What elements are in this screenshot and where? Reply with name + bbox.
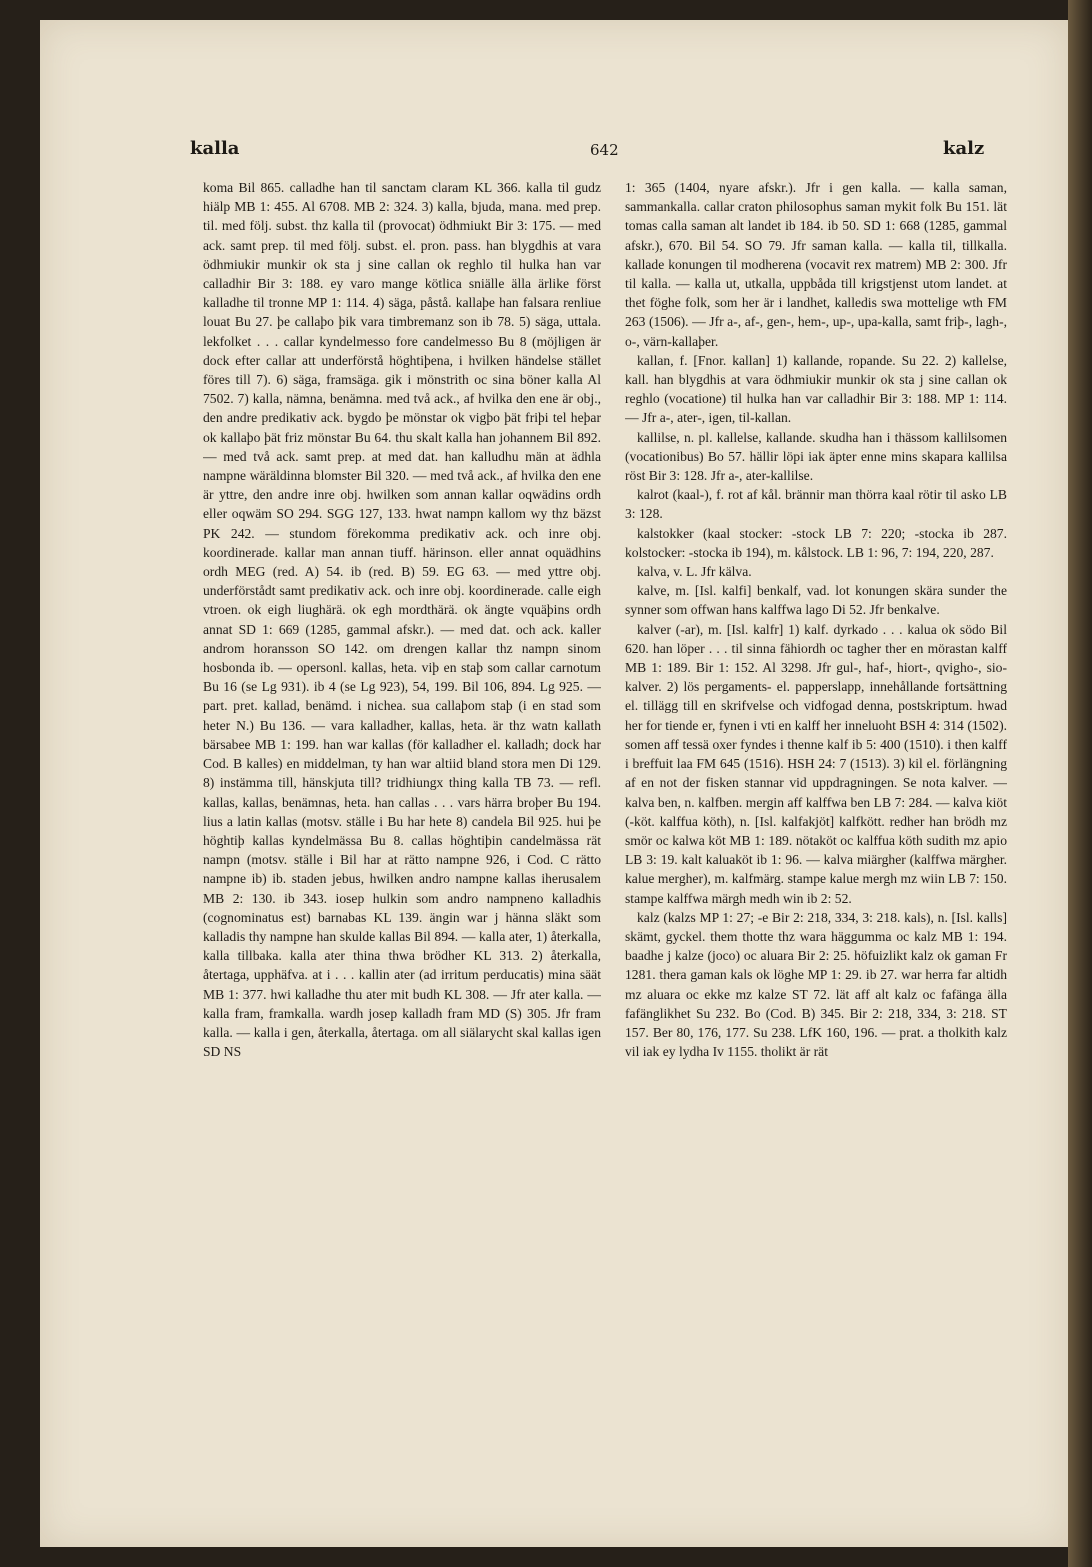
right-column [625, 178, 1007, 1373]
entry-kallan: kallan, f. [Fnor. kallan] 1) kallande, ropande. Su 22. 2) kallelse, kall. han blygdhis at vara ödhmiukir munkir ok sta j sine callan ok reghlo (vocatione) til hulka han var calladhir Bir 3: 188. MP 1: 114. — Jfr a-, ater-, igen, til-kallan. [625, 352, 1007, 426]
running-head-left: kalla [190, 138, 240, 159]
entry-kallilse: kallilse, n. pl. kallelse, kallande. skudha han i thässom kallilsomen (vocationibus) Bo 57. hällir löpi iak äpter enne mins skapara kallilsa röst Bir 3: 128. Jfr a-, ater-kallilse. [625, 429, 1007, 484]
entry-kalrot: kalrot (kaal-), f. rot af kål. brännir man thörra kaal rötir til asko LB 3: 128. [625, 487, 1007, 522]
entry-kalve: kalve, m. [Isl. kalfi] benkalf, vad. lot konungen skära sunder the synner som offwan hans kalffwa lago Di 52. Jfr benkalve. [625, 583, 1007, 618]
book-edge [1068, 0, 1092, 1567]
left-column-text: koma Bil 865. calladhe han til sanctam claram KL 366. kalla til gudz hiälp MB 1: 455. Al 6708. MB 2: 324. 3) kalla, bjuda, mana. med prep. til. med följ. subst. thz kalla til (provocat) ödhmiukt Bir 3: 175. — med ack. samt prep. til med följ. subst. el. pron. pass. han blygdhis at vara ödhmiukir munkir ok sta j sine callan ok reghlo til hulka han var calladhir Bir 3: 188. ey varo mange kötlica sniälle älla ärlike först kalladhe til tronne MP 1: 114. 4) säga, påstå. kallaþe han falsara renliue louat Bu 27. þe callaþo þik vara timbremanz son ib 78. 5) säga, uttala. lekfolket . . . callar kyndelmesso fore candelmesso Bu 8 (möjligen är dock efter callar att underförstå höghtiþena, i hvilken händelse stället föres till 7). 6) säga, framsäga. gik i mönstrith oc sina böner kalla Al 7502. 7) kalla, nämna, benämna. med två ack., af hvilka den ene är obj., den andre predikativ ack. bygdo þe mönstar ok vigþo þät friþi tel heþar ok kallaþo þät friz mönstar Bu 64. thu skalt kalla han johannem Bil 892. — med två ack. samt prep. at med dat. han kalludhu män at ädhla nampne wäräldinna blomster Bil 320. — med två ack., af hvilka den ene är yttre, den andre inre obj. hwilken som annan kallar oqwädins ordh eller oqwäm SO 294. SGG 127, 133. hwat nampn kallom wy thz bäzst PK 242. — stundom förekomma predikativ ack. och inre obj. koordinerade. kallar man annan tiuff. härinson. eller annat oquädhins ordh MEG (red. A) 54. ib (red. B) 59. EG 63. — med yttre obj. underförstådt samt predikativ ack. och inre obj. koordinerade. calle eigh vtroen. ok eigh liughärä. ok egh mordthärä. ok ängte vquäþins ordh annat SD 1: 669 (1285, gammal afskr.). — med dat. och ack. kaller androm horansson SO 142. om drengen kallar thz nampn sinom hosbonda ib. — opersonl. kallas, heta. viþ en staþ som callar carnotum Bu 16 (se Lg 931). ib 4 (se Lg 923), 54, 199. Bil 106, 894. Lg 925. — part. pret. kallad, benämd. i nichea. sua callaþom staþ (i en stad som heter N.) Bu 136. — vara kalladher, kallas, heta. är thz watn kallath bärsabee MB 1: 199. han war kallas (för kalladher el. kalladh; dock har Cod. B kalles) en middelman, ty han war altiid bland stora men Di 129. 8) instämma till, hänskjuta till? tridhiungx thing kalla TB 73. — refl. kallas, kallas, benämnas, heta. han callas . . . vars härra broþer Bu 194. lius a latin kallas (motsv. ställe i Bu har hete 8) candela Bil 925. hui þe höghtiþ kallas kyndelmässa Bu 8. callas höghtiþin candelmässa rät nampn (motsv. ställe i Bil har at rätto nampne 926, i Cod. C rätto nampne ib) ib. staden jebus, hwilken andro nampne kallas iherusalem MB 2: 130. ib 343. iosep hulkin som andro nampneno kalladhis (cognominatus est) barnabas KL 139. ängin war j hänna släkt som kalladis thy nampne han skulde kallas Bil 894. — kalla ater, 1) återkalla, kalla tillbaka. kalla ater thina thwa brödher KL 313. 2) återkalla, återtaga, upphäfva. at i . . . kallin ater (ad irritum perducatis) mina säät MB 1: 377. hwi kalladhe thu ater mit budh KL 308. — Jfr ater kalla. — kalla fram, framkalla. wardh josep kalladh fram MD (S) 305. Jfr fram kalla. — kalla i gen, återkalla, återtaga. om all siälarycht skal kallas igen SD NS [203, 180, 601, 1060]
entry-kalva: kalva, v. L. Jfr kälva. [637, 564, 752, 580]
running-head-right: kalz [943, 138, 985, 159]
entry-kalstokker: kalstokker (kaal stocker: -stock LB 7: 220; -stocka ib 287. kolstocker: -stocka ib 194), m. kålstock. LB 1: 96, 7: 194, 220, 287. [625, 525, 1007, 560]
page-number: 642 [590, 141, 619, 159]
left-column [203, 178, 601, 1373]
entry-kalver: kalver (-ar), m. [Isl. kalfr] 1) kalf. dyrkado . . . kalua ok södo Bil 620. han löper . . . til sinna fähiordh oc tagher ther en mörastan kalff MB 1: 189. Bir 1: 152. Al 3298. Jfr gul-, haf-, hiort-, qvigho-, sio-kalver. 2) lös pergaments- el. papperslapp, innehållande fortsättning el. tillägg till en skrifvelse och vidfogad denna, postskriptum. hwad her for tiende er, fynen i vti en kalff her inneluoht BSH 4: 314 (1502). somen aff tessä oxer fyndes i thenne kalf ib 5: 400 (1510). i then kalff i breffuit laa FM 645 (1516). HSH 24: 7 (1513). 3) kil el. förlängning af en not der fisken stannar vid uppdragningen. Se nota kalver. — kalva ben, n. kalfben. mergin aff kalffwa ben LB 7: 284. — kalva kiöt (-köt. kalffua köth), n. [Isl. kalfakjöt] kalfkött. redher han brödh mz smör oc kalwa köt MB 1: 189. nötaköt oc kalffua köth sudith mz apio LB 3: 19. kalt kaluaköt ib 1: 96. — kalva miärgher (kalffwa märgher. kalue mergher), m. kalfmärg. stampe kalue mergh mz wiin LB 7: 150. stampe kalffwa märgh medh win ib 2: 52. [625, 621, 1007, 906]
entry-kalla-continued: 1: 365 (1404, nyare afskr.). Jfr i gen kalla. — kalla saman, sammankalla. callar craton philosophus saman mykit folk Bu 151. lät tomas calla saman alt landet ib 184. ib 50. SD 1: 668 (1285, gammal afskr.), 670. Bil 54. SO 79. Jfr saman kalla. — kalla til, tillkalla. kallade konungen til modherena (vocavit rex matrem) MB 2: 300. Jfr til kalla. — kalla ut, utkalla, uppbåda till krigstjenst utom landet. at thet föghe folk, som her är i landhet, kalledis swa mottelige wth FM 263 (1506). — Jfr a-, af-, gen-, hem-, up-, upa-kalla, samt friþ-, lagh-, o-, värn-kallaþer. [625, 180, 1007, 349]
entry-kalz: kalz (kalzs MP 1: 27; -e Bir 2: 218, 334, 3: 218. kals), n. [Isl. kalls] skämt, gyckel. them thotte thz wara häggumma oc kalz MB 1: 194. baadhe j kalze (joco) oc aluara Bir 2: 25. höfuizlikt kalz ok gaman Fr 1281. thera gaman kals ok löghe MP 1: 29. ib 27. war herra far altidh mz aluara oc ekke mz kalze ST 72. lät aff alt kalz oc fafänga älla fafänglikhet Su 232. Bo (Cod. B) 345. Bir 2: 218, 334, 3: 218. ST 157. Ber 80, 176, 177. Su 238. LfK 160, 196. — prat. a tholkith kalz vil iak ey lydha Iv 1155. tholikt är rät [625, 909, 1007, 1060]
